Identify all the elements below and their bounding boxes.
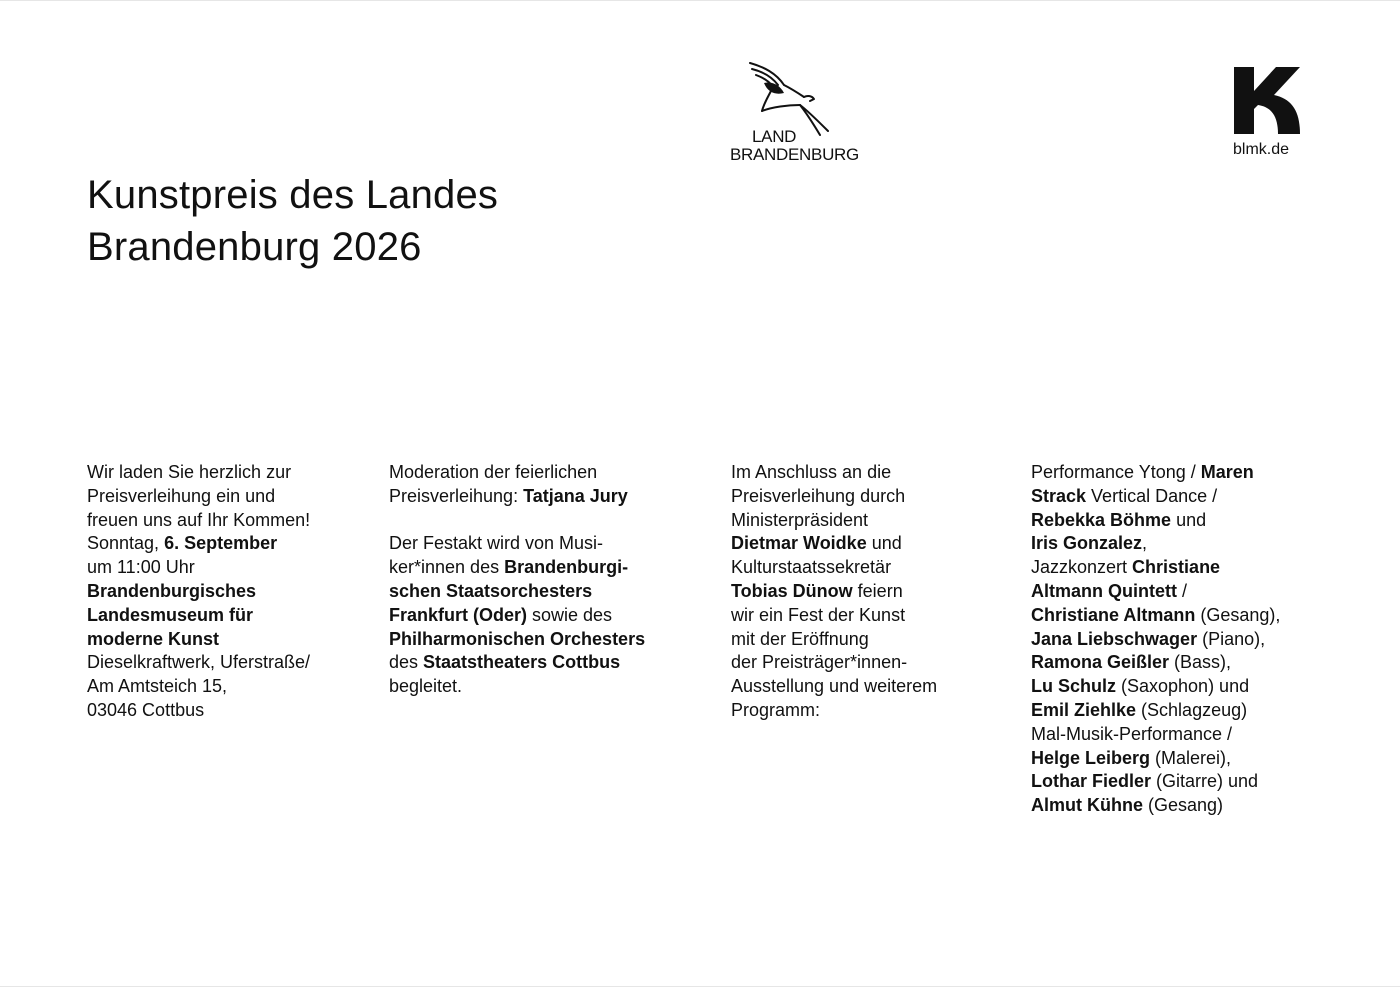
text-line [1031, 628, 1331, 652]
blmk-logo [1230, 67, 1302, 162]
text-fragment: und [1171, 509, 1207, 530]
k-letter-logo [1234, 67, 1300, 134]
text-line: Preisverleihung durch [731, 485, 906, 506]
text-line [1031, 461, 1331, 485]
person-name: Tobias Dünow [731, 580, 853, 601]
text-fragment: feiern [852, 580, 903, 601]
text-fragment: (Gesang) [1143, 795, 1224, 816]
date-prefix: Sonntag, [87, 533, 165, 554]
person-name: Ramona Geißler [1031, 652, 1170, 673]
text-fragment: / [1177, 580, 1188, 601]
person-name: Rebekka Böhme [1031, 509, 1172, 530]
title-line-2: Brandenburg 2026 [87, 225, 422, 269]
text-line: Ministerpräsident [731, 509, 869, 530]
text-line [1031, 794, 1331, 818]
text-line: Programm: [731, 699, 821, 720]
ceremony-column [731, 461, 991, 723]
text-line: mit der Eröffnung [731, 628, 869, 649]
venue-name-line: moderne Kunst [87, 628, 220, 649]
text-fragment: (Schlagzeug) [1136, 699, 1248, 720]
text-line [389, 604, 689, 628]
text-line [1031, 747, 1331, 771]
person-name: Iris Gonzalez [1031, 533, 1143, 554]
person-name: Christiane Altmann [1031, 604, 1196, 625]
blmk-url[interactable]: blmk.de [1233, 141, 1290, 158]
text-line: Mal-Musik-Performance / [1031, 723, 1233, 744]
venue-name-line: Landesmuseum für [87, 604, 254, 625]
text-line [731, 532, 991, 556]
text-line [1031, 699, 1331, 723]
text-fragment: Preisverleihung: [389, 485, 524, 506]
text-fragment: (Bass), [1169, 652, 1232, 673]
land-word: LAND [752, 127, 797, 146]
address-line: Am Amtsteich 15, [87, 676, 228, 697]
brandenburg-word: BRANDENBURG [730, 145, 859, 164]
text-fragment: Performance Ytong / [1031, 462, 1201, 482]
person-name: Helge Leiberg [1031, 747, 1151, 768]
event-date: 6. September [164, 533, 278, 554]
text-line [1031, 604, 1331, 628]
ensemble-name: Altmann Quintett [1031, 580, 1177, 601]
text-fragment: (Malerei), [1150, 747, 1232, 768]
paragraph-gap [389, 509, 689, 533]
text-fragment: ker*innen des [389, 557, 505, 578]
moderator-name: Tatjana Jury [523, 485, 628, 506]
text-line [1031, 651, 1331, 675]
text-line [1031, 770, 1331, 794]
person-name: Strack [1031, 485, 1087, 506]
text-fragment: (Gesang), [1195, 604, 1281, 625]
person-name: Christiane [1132, 557, 1221, 578]
text-fragment: des [389, 652, 424, 673]
text-fragment: (Gitarre) und [1151, 771, 1259, 792]
person-name: Maren [1200, 462, 1254, 482]
person-name: Emil Ziehlke [1031, 699, 1137, 720]
text-line [1031, 509, 1331, 533]
text-fragment: (Saxophon) und [1116, 676, 1250, 697]
page-title [87, 169, 498, 273]
text-line [1031, 580, 1331, 604]
theater-name: Staatstheaters Cottbus [423, 652, 621, 673]
text-fragment: sowie des [527, 604, 613, 625]
orchestra-name: Brandenburgi- [504, 557, 629, 578]
person-name: Lothar Fiedler [1031, 771, 1152, 792]
text-line [389, 651, 689, 675]
orchestra-name: Philharmonischen Orchesters [389, 628, 646, 649]
text-line: der Preisträger*innen- [731, 652, 908, 673]
person-name: Almut Kühne [1031, 795, 1143, 816]
venue-name-line: Brandenburgisches [87, 580, 257, 601]
program-column [1031, 461, 1331, 818]
text-fragment: , [1142, 533, 1148, 554]
moderator-line [389, 485, 689, 509]
title-line-1: Kunstpreis des Landes [87, 173, 499, 217]
text-line: Kulturstaatssekretär [731, 557, 892, 578]
text-line [1031, 485, 1331, 509]
text-line: Moderation der feierlichen [389, 462, 598, 482]
text-line: Im Anschluss an die [731, 462, 892, 482]
text-fragment: Jazzkonzert [1031, 557, 1133, 578]
land-brandenburg-logo [728, 59, 862, 167]
person-name: Jana Liebschwager [1031, 628, 1198, 649]
text-line: Ausstellung und weiterem [731, 676, 938, 697]
eagle-icon [742, 59, 832, 137]
text-fragment: und [866, 533, 902, 554]
text-line: Wir laden Sie herzlich zur [87, 462, 292, 482]
text-line: wir ein Fest der Kunst [731, 604, 906, 625]
moderation-column [389, 461, 689, 699]
person-name: Lu Schulz [1031, 676, 1116, 697]
text-line [1031, 532, 1331, 556]
text-fragment: Vertical Dance / [1086, 485, 1218, 506]
address-line: Dieselkraftwerk, Uferstraße/ [87, 652, 311, 673]
invitation-details-column [87, 461, 377, 723]
address-line: 03046 Cottbus [87, 699, 205, 720]
person-name: Dietmar Woidke [731, 533, 867, 554]
text-line: begleitet. [389, 676, 463, 697]
text-line [1031, 556, 1331, 580]
orchestra-city: Frankfurt (Oder) [389, 604, 528, 625]
event-time: um 11:00 Uhr [87, 557, 195, 578]
orchestra-name: schen Staatsorchesters [389, 580, 593, 601]
text-line [731, 580, 991, 604]
text-line: Preisverleihung ein und [87, 485, 276, 506]
text-fragment: (Piano), [1197, 628, 1266, 649]
text-line [389, 556, 689, 580]
text-line [1031, 675, 1331, 699]
date-line [87, 532, 377, 556]
text-line: Der Festakt wird von Musi- [389, 533, 604, 554]
text-line: freuen uns auf Ihr Kommen! [87, 509, 311, 530]
